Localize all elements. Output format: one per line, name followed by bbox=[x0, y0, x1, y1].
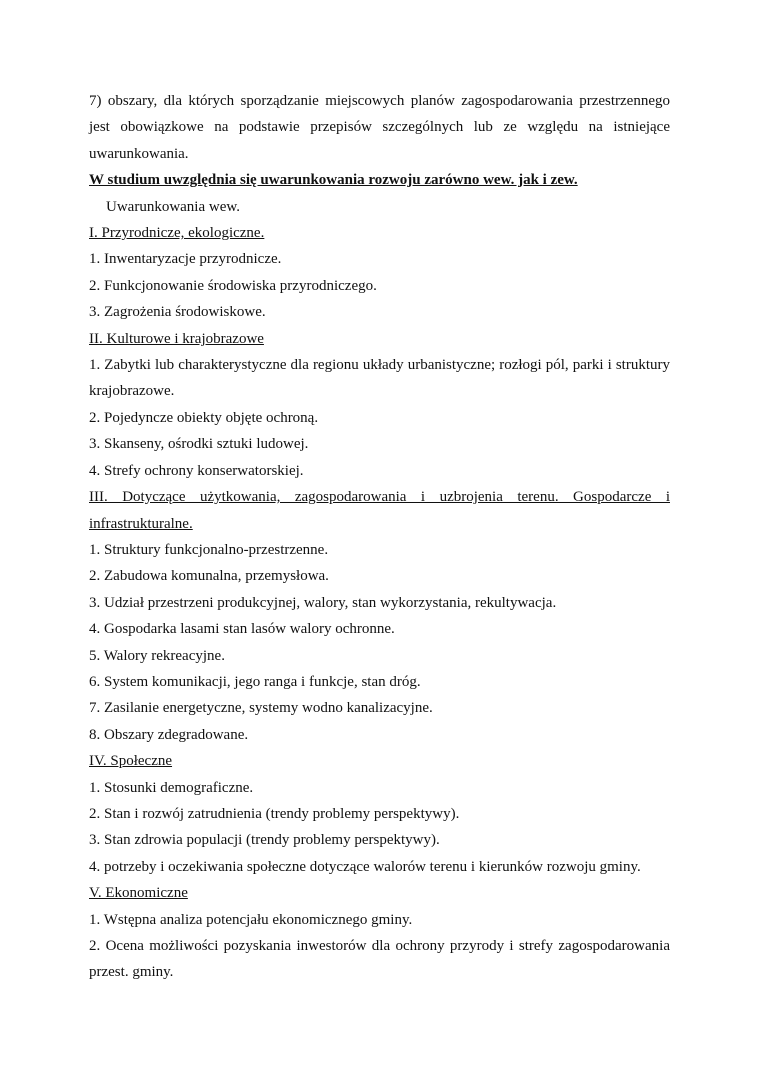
list-item: 4. Gospodarka lasami stan lasów walory ochronne. bbox=[89, 621, 395, 638]
section-title: V. Ekonomiczne bbox=[89, 885, 188, 902]
list-item: 2. Ocena możliwości pozyskania inwestorów dla ochrony przyrody i strefy zagospodarowania przest. gminy. bbox=[89, 938, 670, 981]
intro-paragraph: 7) obszary, dla których sporządzanie miejscowych planów zagospodarowania przestrzennego jest obowiązkowe na podstawie przepisów szczególnych lub ze względu na istniejące uwarunkowania. bbox=[89, 93, 670, 162]
bold-heading: W studium uwzględnia się uwarunkowania rozwoju zarówno wew. jak i zew. bbox=[89, 172, 578, 189]
list-item: 1. Zabytki lub charakterystyczne dla regionu układy urbanistyczne; rozłogi pól, parki i struktury krajobrazowe. bbox=[89, 357, 670, 400]
list-item: 7. Zasilanie energetyczne, systemy wodno kanalizacyjne. bbox=[89, 700, 433, 717]
list-item: 8. Obszary zdegradowane. bbox=[89, 726, 249, 743]
list-item: 2. Zabudowa komunalna, przemysłowa. bbox=[89, 568, 329, 585]
document-page bbox=[89, 88, 670, 986]
list-item: 4. Strefy ochrony konserwatorskiej. bbox=[89, 462, 304, 479]
list-item: 1. Inwentaryzacje przyrodnicze. bbox=[89, 251, 282, 268]
list-item: 1. Wstępna analiza potencjału ekonomicznego gminy. bbox=[89, 911, 413, 928]
section-2 bbox=[89, 326, 670, 484]
subheading: Uwarunkowania wew. bbox=[106, 198, 240, 215]
list-item: 3. Udział przestrzeni produkcyjnej, walory, stan wykorzystania, rekultywacja. bbox=[89, 594, 557, 611]
list-item: 4. potrzeby i oczekiwania społeczne dotyczące walorów terenu i kierunków rozwoju gminy. bbox=[89, 858, 641, 875]
list-item: 1. Struktury funkcjonalno-przestrzenne. bbox=[89, 541, 329, 558]
list-item: 2. Funkcjonowanie środowiska przyrodniczego. bbox=[89, 277, 377, 294]
section-title: II. Kulturowe i krajobrazowe bbox=[89, 330, 264, 347]
list-item: 3. Stan zdrowia populacji (trendy problemy perspektywy). bbox=[89, 832, 440, 849]
list-item: 1. Stosunki demograficzne. bbox=[89, 779, 254, 796]
list-item: 5. Walory rekreacyjne. bbox=[89, 647, 225, 664]
section-4 bbox=[89, 748, 670, 880]
section-1 bbox=[89, 220, 670, 326]
list-item: 3. Skanseny, ośrodki sztuki ludowej. bbox=[89, 436, 309, 453]
section-title: III. Dotyczące użytkowania, zagospodarowania i uzbrojenia terenu. Gospodarcze i infrastrukturalne. bbox=[89, 489, 670, 532]
section-title: I. Przyrodnicze, ekologiczne. bbox=[89, 225, 265, 242]
section-3 bbox=[89, 484, 670, 748]
list-item: 2. Pojedyncze obiekty objęte ochroną. bbox=[89, 409, 319, 426]
list-item: 3. Zagrożenia środowiskowe. bbox=[89, 304, 266, 321]
section-title: IV. Społeczne bbox=[89, 753, 173, 770]
list-item: 6. System komunikacji, jego ranga i funkcje, stan dróg. bbox=[89, 673, 421, 690]
section-5 bbox=[89, 880, 670, 986]
list-item: 2. Stan i rozwój zatrudnienia (trendy problemy perspektywy). bbox=[89, 805, 460, 822]
